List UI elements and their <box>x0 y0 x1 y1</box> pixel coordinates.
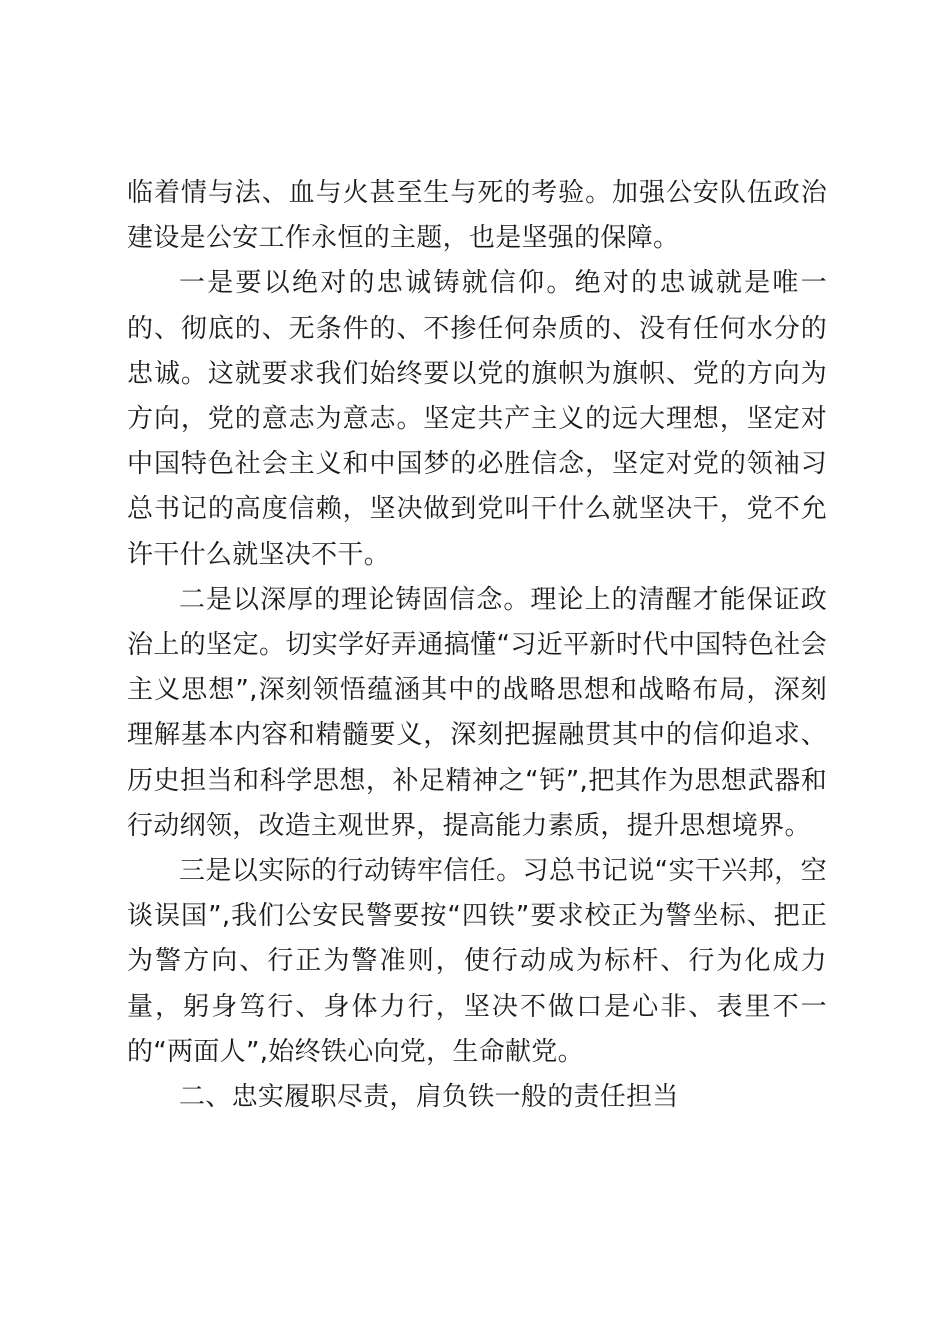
paragraph-continuation: 临着情与法、血与火甚至生与死的考验。加强公安队伍政治建设是公安工作永恒的主题，也是坚强的保障。 <box>127 178 827 254</box>
paragraph-loyalty: 一是要以绝对的忠诚铸就信仰。绝对的忠诚就是唯一的、彻底的、无条件的、不掺任何杂质的、没有任何水分的忠诚。这就要求我们始终要以党的旗帜为旗帜、党的方向为方向，党的意志为意志。坚定共产主义的远大理想，坚定对中国特色社会主义和中国梦的必胜信念，坚定对党的领袖习总书记的高度信赖，坚决做到党叫干什么就坚决干，党不允许干什么就坚决不干。 <box>127 268 827 570</box>
paragraph-action: 三是以实际的行动铸牢信任。习总书记说“实干兴邦，空谈误国”,我们公安民警要按“四铁”要求校正为警坐标、把正为警方向、行正为警准则，使行动成为标杆、行为化成力量，躬身笃行、身体力行，坚决不做口是心非、表里不一的“两面人”,始终铁心向党，生命献党。 <box>127 856 827 1067</box>
paragraph-theory: 二是以深厚的理论铸固信念。理论上的清醒才能保证政治上的坚定。切实学好弄通搞懂“习近平新时代中国特色社会主义思想”,深刻领悟蕴涵其中的战略思想和战略布局，深刻理解基本内容和精髓要义，深刻把握融贯其中的信仰追求、历史担当和科学思想，补足精神之“钙”,把其作为思想武器和行动纲领，改造主观世界，提高能力素质，提升思想境界。 <box>127 584 827 841</box>
section-heading: 二、忠实履职尽责，肩负铁一般的责任担当 <box>179 1082 679 1113</box>
document-body <box>127 171 827 1120</box>
